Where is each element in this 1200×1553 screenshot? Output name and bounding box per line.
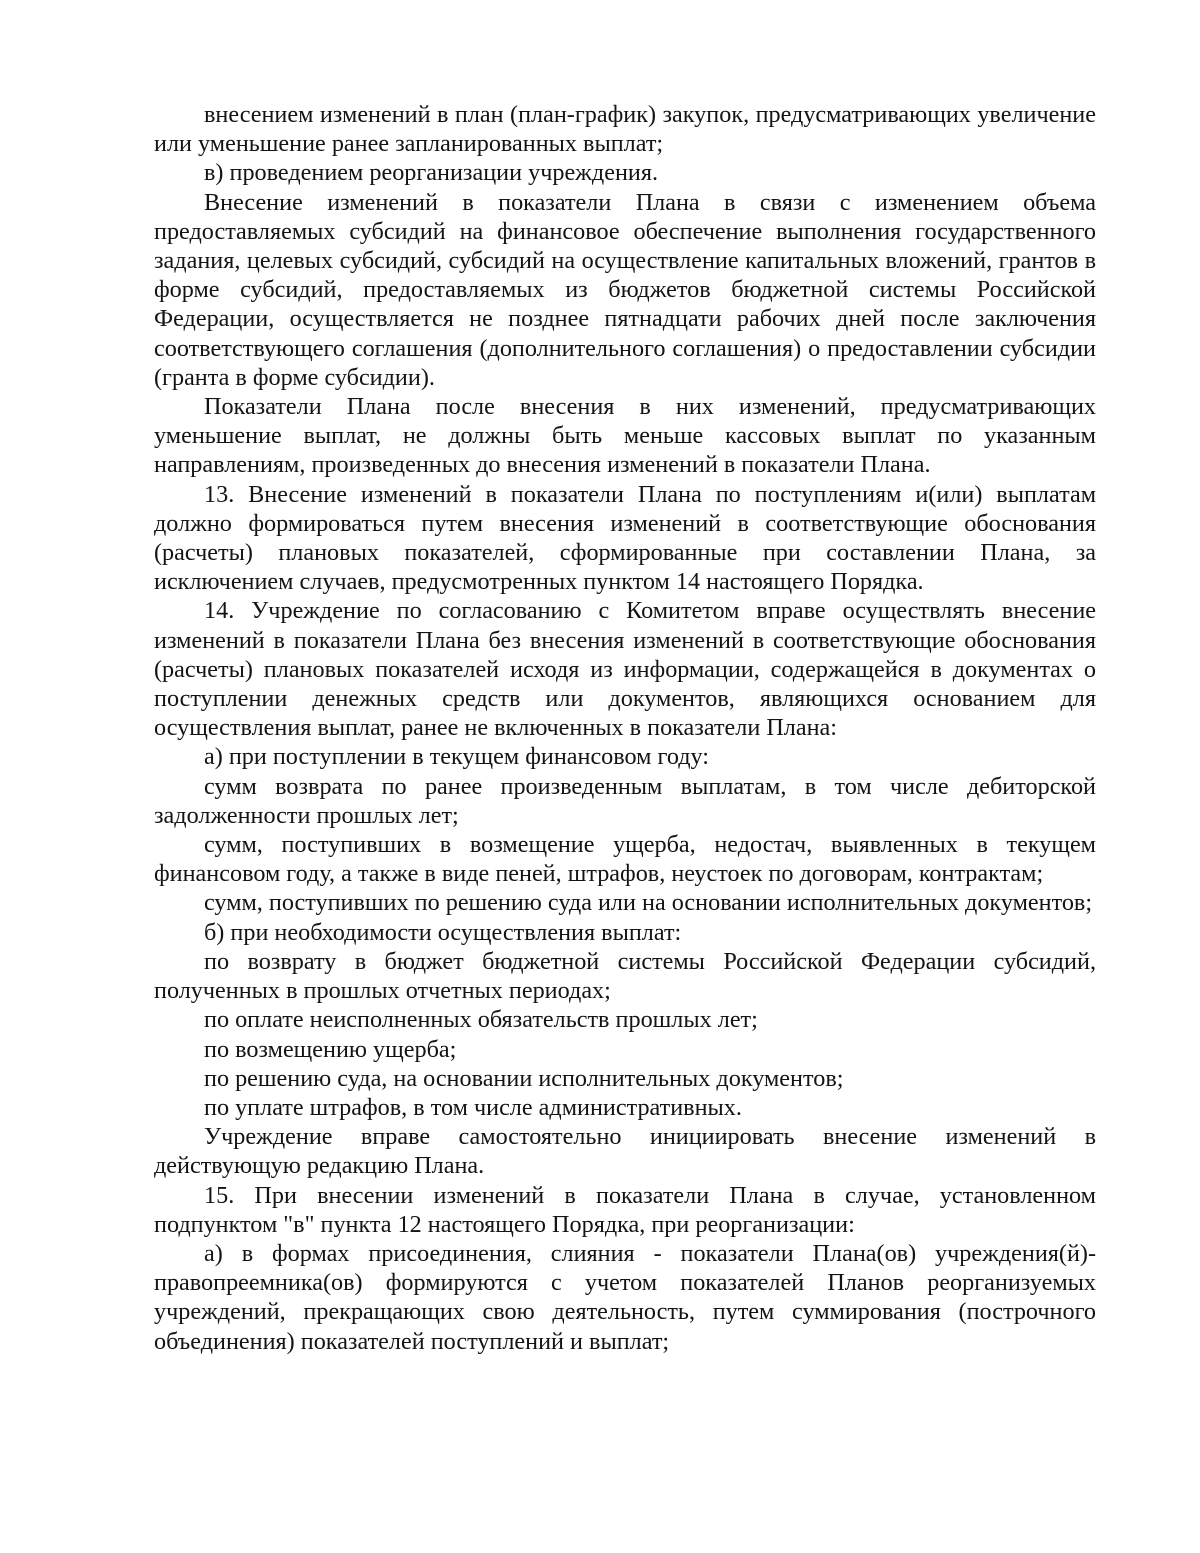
paragraph-9: сумм, поступивших в возмещение ущерба, недостач, выявленных в текущем финансовом году, а также в виде пеней, штрафов, неустоек по договорам, контрактам; [154, 831, 1096, 888]
paragraph-16: по уплате штрафов, в том числе административных. [204, 1093, 742, 1121]
paragraph-17: Учреждение вправе самостоятельно инициировать внесение изменений в действующую редакцию Плана. [154, 1123, 1096, 1180]
paragraph-14: по возмещению ущерба; [204, 1035, 457, 1063]
paragraph-6: 14. Учреждение по согласованию с Комитетом вправе осуществлять внесение изменений в показатели Плана без внесения изменений в соответствующие обоснования (расчеты) плановых показателей исходя из информации, содержащейся в документах о поступлении денежных средств или документов, являющихся основанием для осуществления выплат, ранее не включенных в показатели Плана: [154, 597, 1096, 742]
document-page [154, 100, 1096, 1356]
paragraph-7: а) при поступлении в текущем финансовом году: [204, 743, 710, 771]
paragraph-19: а) в формах присоединения, слияния - показатели Плана(ов) учреждения(й)-правопреемника(ов) формируются с учетом показателей Планов реорганизуемых учреждений, прекращающих свою деятельность, путем суммирования (построчного объединения) показателей поступлений и выплат; [154, 1239, 1096, 1355]
paragraph-8: сумм возврата по ранее произведенным выплатам, в том числе дебиторской задолженности прошлых лет; [154, 772, 1096, 829]
paragraph-1: внесением изменений в план (план-график) закупок, предусматривающих увеличение или уменьшение ранее запланированных выплат; [154, 101, 1096, 158]
paragraph-5: 13. Внесение изменений в показатели Плана по поступлениям и(или) выплатам должно формироваться путем внесения изменений в соответствующие обоснования (расчеты) плановых показателей, сформированные при составлении Плана, за исключением случаев, предусмотренных пунктом 14 настоящего Порядка. [154, 480, 1096, 596]
paragraph-18: 15. При внесении изменений в показатели Плана в случае, установленном подпунктом "в" пункта 12 настоящего Порядка, при реорганизации: [154, 1181, 1096, 1238]
paragraph-15: по решению суда, на основании исполнительных документов; [204, 1064, 844, 1092]
paragraph-12: по возврату в бюджет бюджетной системы Российской Федерации субсидий, полученных в прошлых отчетных периодах; [154, 947, 1096, 1005]
paragraph-4: Показатели Плана после внесения в них изменений, предусматривающих уменьшение выплат, не должны быть меньше кассовых выплат по указанным направлениям, произведенных до внесения изменений в показатели Плана. [154, 393, 1096, 479]
paragraph-3: Внесение изменений в показатели Плана в связи с изменением объема предоставляемых субсидий на финансовое обеспечение выполнения государственного задания, целевых субсидий, субсидий на осуществление капитальных вложений, грантов в форме субсидий, предоставляемых из бюджетов бюджетной системы Российской Федерации, осуществляется не позднее пятнадцати рабочих дней после заключения соответствующего соглашения (дополнительного соглашения) о предоставлении субсидии (гранта в форме субсидии). [154, 188, 1096, 391]
paragraph-2: в) проведением реорганизации учреждения. [204, 159, 658, 187]
paragraph-10: сумм, поступивших по решению суда или на основании исполнительных документов; [204, 889, 1093, 917]
paragraph-11: б) при необходимости осуществления выплат: [204, 918, 682, 946]
paragraph-13: по оплате неисполненных обязательств прошлых лет; [204, 1006, 758, 1034]
